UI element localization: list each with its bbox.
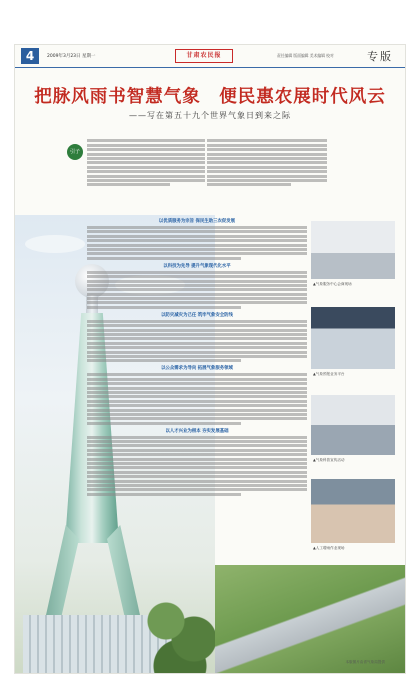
page-number: 4 [21, 48, 39, 64]
section-title: 以科技为先导 提升气象现代化水平 [163, 263, 231, 269]
section-label: 专版 [367, 50, 393, 63]
section-title: 以人才兴业为根本 夯实发展基础 [165, 428, 229, 434]
newspaper-page [14, 44, 406, 674]
issue-date: 2009年3月23日 星期一 [47, 54, 96, 59]
photo-rain-enhancement [311, 479, 395, 543]
lead-paragraph-right [207, 138, 327, 188]
lead-paragraph-left [87, 138, 205, 188]
photo-caption: ▲气象科普宣传活动 [313, 458, 345, 462]
photo-caption: ▲气象预报业务平台 [313, 372, 345, 376]
intro-badge: 引子 [67, 144, 83, 160]
footer-note: 本版图片由省气象局提供 [345, 660, 385, 664]
editors-line: 责任编辑 版面编辑 美术编辑 校对 [277, 53, 334, 58]
section-title: 以防灾减灾为己任 筑牢气象安全防线 [161, 312, 233, 318]
subheadline: ——写在第五十九个世界气象日到来之际 [129, 111, 291, 120]
photo-forecast-platform [311, 307, 395, 369]
photo-consultation [311, 221, 395, 279]
photo-caption: ▲气象服务中心会商现场 [313, 282, 352, 286]
article-body [87, 215, 307, 497]
masthead-logo: 甘肃农民报 [175, 49, 233, 63]
photo-caption: ▲人工增雨作业现场 [313, 546, 345, 550]
headline: 把脉风雨书智慧气象 便民惠农展时代风云 [34, 87, 386, 107]
photo-science-promotion [311, 395, 395, 455]
landscape-road-photo [215, 565, 406, 674]
section-title: 以优质服务为宗旨 保民生助三农促发展 [158, 219, 236, 224]
section-title: 以公众需求为导向 拓展气象服务领域 [161, 366, 233, 372]
page-header [15, 45, 405, 68]
